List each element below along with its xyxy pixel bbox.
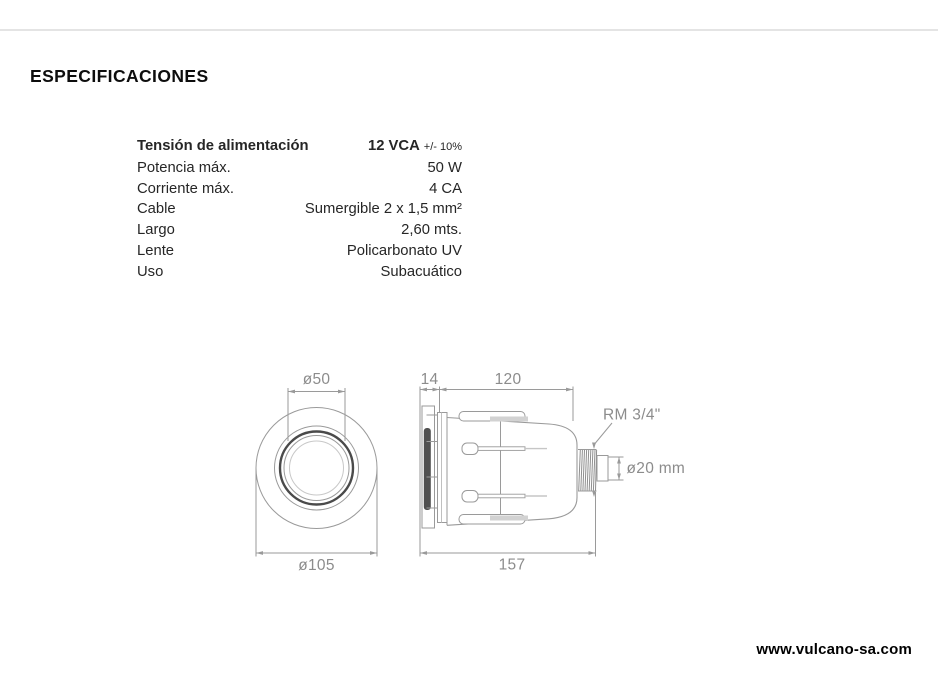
spec-label: Corriente máx.	[137, 180, 235, 197]
spec-row-uso	[137, 262, 462, 283]
spec-value: 4 CA	[429, 180, 462, 197]
spec-label: Potencia máx.	[137, 159, 231, 176]
spec-row-cable	[137, 199, 462, 220]
spec-value: Sumergible 2 x 1,5 mm²	[304, 201, 462, 218]
spec-value: Policarbonato UV	[346, 242, 462, 259]
front-view	[256, 371, 377, 574]
specs-table	[137, 136, 462, 283]
spec-value: 50 W	[427, 159, 462, 176]
spec-value: 2,60 mts.	[401, 222, 462, 239]
spec-label: Cable	[137, 201, 176, 218]
spec-row-largo	[137, 220, 462, 241]
spec-row-lente	[137, 241, 462, 262]
spec-value-suffix: +/- 10%	[423, 141, 462, 153]
dim-flange-diameter: ø105	[298, 557, 335, 574]
technical-drawing	[230, 363, 700, 581]
spec-label: Tensión de alimentación	[137, 138, 309, 154]
dim-flange-depth: 14	[420, 371, 439, 388]
thread-hatching	[579, 450, 597, 491]
spec-label: Uso	[137, 263, 164, 280]
top-divider	[0, 29, 938, 31]
spec-value: 12 VCA +/- 10%	[367, 138, 462, 154]
spec-label: Lente	[137, 242, 175, 259]
side-view	[420, 371, 685, 574]
dim-lens-diameter: ø50	[302, 371, 331, 388]
spec-row-tension	[137, 136, 462, 158]
spec-label: Largo	[137, 222, 175, 239]
dim-thread-label: RM 3/4"	[603, 406, 661, 424]
page-title: ESPECIFICACIONES	[30, 66, 209, 86]
spec-row-potencia	[137, 158, 462, 179]
dim-gland-diameter: ø20 mm	[626, 460, 686, 477]
dim-total-length: 157	[498, 556, 526, 574]
spec-value: Subacuático	[380, 263, 462, 280]
footer-url: www.vulcano-sa.com	[756, 641, 912, 658]
spec-row-corriente	[137, 179, 462, 200]
dim-body-length: 120	[494, 371, 522, 388]
